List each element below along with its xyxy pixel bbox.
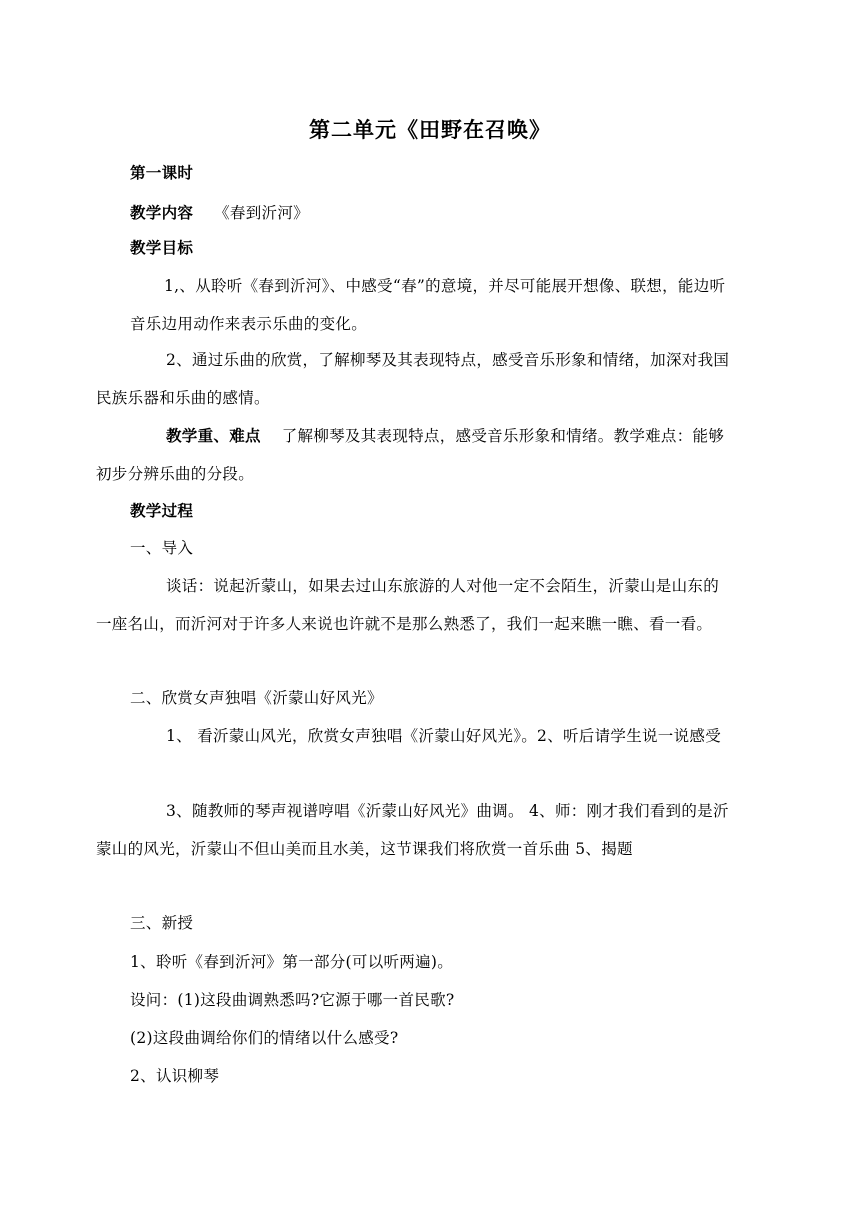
document-title: 第二单元《田野在召唤》: [309, 117, 551, 142]
content-label: 教学内容: [130, 203, 194, 222]
goal-heading: 教学目标: [130, 238, 194, 257]
section-2-text-2: 3、随教师的琴声视谱哼唱《沂蒙山好风光》曲调。 4、师：刚才我们看到的是沂蒙山的风光，沂蒙山不但山美而且水美，这节课我们将欣赏一首乐曲 5、揭题: [96, 802, 729, 858]
teaching-content: [130, 194, 730, 233]
section-1-text: 谈话：说起沂蒙山，如果去过山东旅游的人对他一定不会陌生，沂蒙山是山东的一座名山，而沂河对于许多人来说也许就不是那么熟悉了，我们一起来瞧一瞧、看一看。: [96, 577, 720, 633]
section-3-text-2: 2、认识柳琴: [130, 1067, 220, 1085]
section-3-question-2: (2)这段曲调给你们的情绪以什么感受?: [130, 1029, 399, 1047]
section-2-heading: 二、欣赏女声独唱《沂蒙山好风光》: [130, 689, 383, 707]
key-points: [96, 417, 730, 493]
process-heading: 教学过程: [130, 501, 194, 520]
content-value: 《春到沂河》: [214, 204, 309, 222]
key-text: 了解柳琴及其表现特点，感受音乐形象和情绪。教学难点：能够初步分辨乐曲的分段。: [96, 427, 725, 483]
lesson-heading: 第一课时: [130, 163, 194, 182]
section-3-heading: 三、新授: [130, 914, 194, 932]
section-2-text-1: 1、 看沂蒙山风光，欣赏女声独唱《沂蒙山好风光》。2、听后请学生说一说感受: [166, 727, 722, 745]
section-3-text-1: 1、聆听《春到沂河》第一部分(可以听两遍)。: [130, 953, 454, 971]
goal-1: 1,、从聆听《春到沂河》、中感受“春”的意境，并尽可能展开想像、联想，能边听音乐边用动作来表示乐曲的变化。: [130, 277, 726, 333]
section-1-heading: 一、导入: [130, 539, 194, 557]
section-3-question-1: 设问：(1)这段曲调熟悉吗?它源于哪一首民歌?: [130, 991, 455, 1009]
goal-2: 2、通过乐曲的欣赏，了解柳琴及其表现特点，感受音乐形象和情绪，加深对我国民族乐器和乐曲的感情。: [96, 351, 730, 407]
key-label: 教学重、难点: [166, 426, 261, 445]
